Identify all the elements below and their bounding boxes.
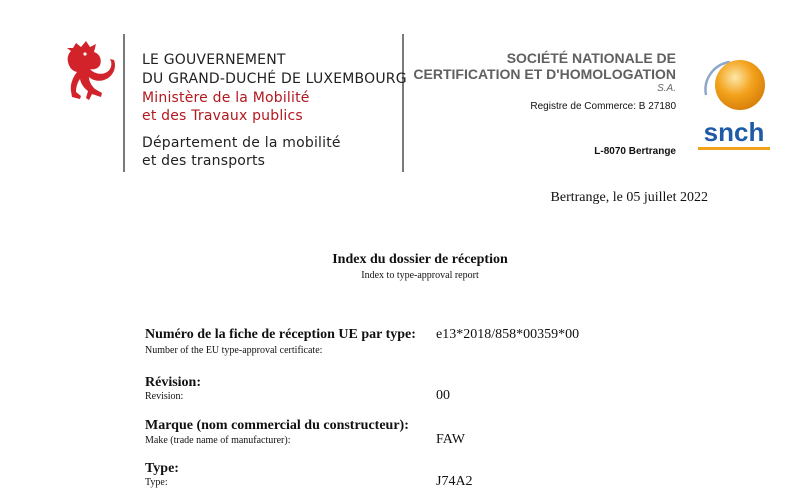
government-name-line1: LE GOUVERNEMENT: [142, 52, 286, 68]
ministry-name-line1: Ministère de la Mobilité: [142, 90, 310, 106]
ministry-name-line2: et des Travaux publics: [142, 108, 303, 124]
field-sublabel-certificate-number: Number of the EU type-approval certificate:: [145, 345, 323, 356]
field-label-type: Type:: [145, 461, 179, 476]
field-sublabel-revision: Revision:: [145, 391, 184, 402]
field-label-revision: Révision:: [145, 375, 201, 390]
field-value-type: J74A2: [436, 474, 473, 489]
document-subtitle: Index to type-approval report: [361, 270, 479, 281]
field-value-certificate-number: e13*2018/858*00359*00: [436, 327, 580, 342]
letterhead-divider: [402, 34, 404, 172]
field-label-make: Marque (nom commercial du constructeur):: [145, 418, 409, 433]
field-label-certificate-number: Numéro de la fiche de réception UE par type:: [145, 327, 416, 342]
letterhead-divider: [123, 34, 125, 172]
snch-address: L-8070 Bertrange: [594, 146, 676, 157]
department-name-line2: et des transports: [142, 153, 266, 169]
department-name-line1: Département de la mobilité: [142, 135, 341, 151]
snch-logo-icon: [696, 55, 772, 153]
lion-emblem-icon: [55, 38, 115, 110]
document-title: Index du dossier de réception: [332, 252, 508, 267]
field-value-revision: 00: [436, 388, 450, 403]
snch-name-line2: CERTIFICATION ET D'HOMOLOGATION: [413, 66, 676, 82]
snch-name-line1: SOCIÉTÉ NATIONALE DE: [506, 50, 676, 66]
government-name-line2: DU GRAND-DUCHÉ DE LUXEMBOURG: [142, 71, 407, 87]
field-sublabel-make: Make (trade name of manufacturer):: [145, 435, 291, 446]
snch-logo-text: snch: [703, 117, 765, 147]
field-sublabel-type: Type:: [145, 477, 168, 488]
snch-legal-form: S.A.: [657, 83, 676, 94]
snch-registry: Registre de Commerce: B 27180: [530, 101, 676, 112]
field-value-make: FAW: [436, 432, 465, 447]
date-line: Bertrange, le 05 juillet 2022: [550, 190, 708, 205]
